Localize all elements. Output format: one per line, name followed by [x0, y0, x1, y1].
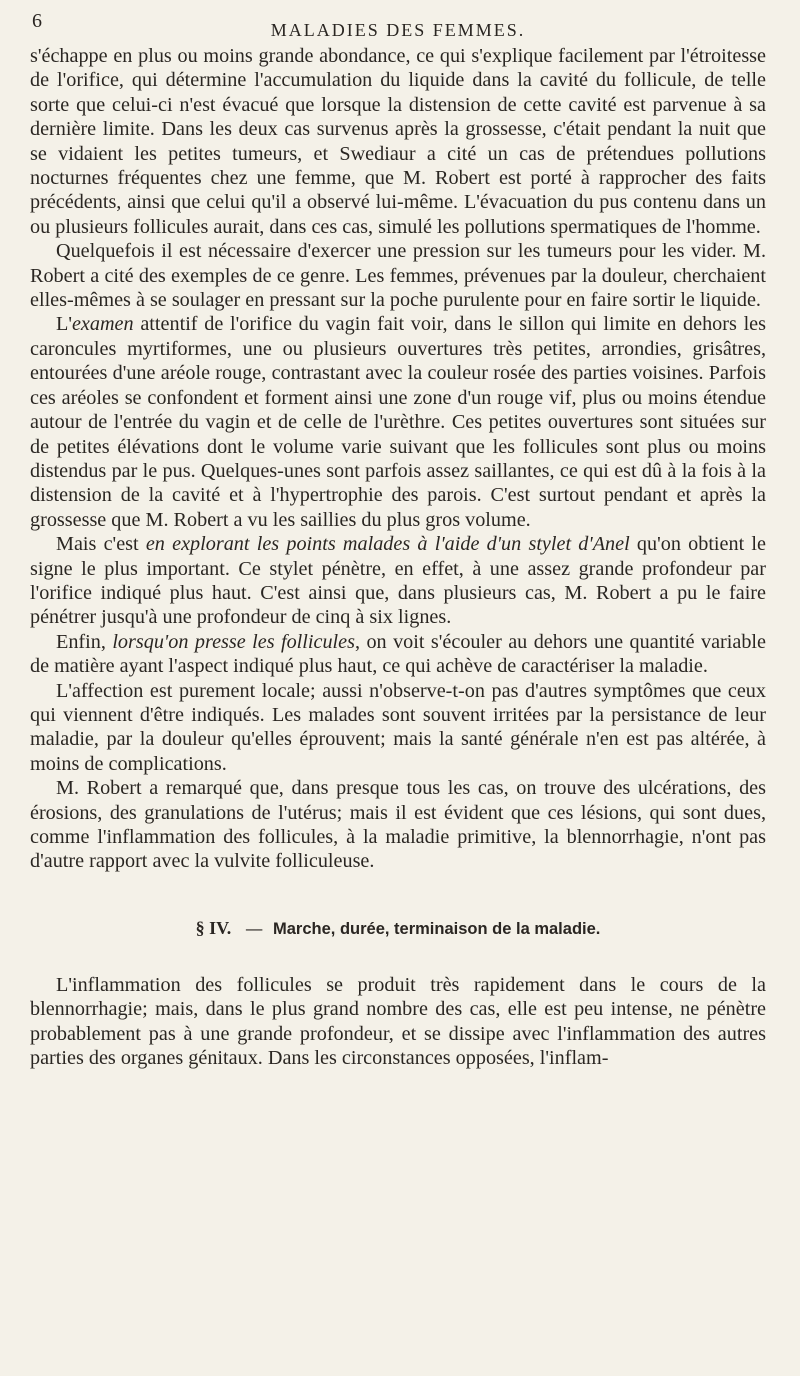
- text-segment: Enfin,: [56, 630, 113, 653]
- body-text: [30, 44, 766, 1070]
- paragraph: [30, 239, 766, 312]
- text-segment: L'affection est purement locale; aussi n'observe-t-on pas d'autres symptômes que ceux qui viennent d'être indiqués. Les malades sont souvent irritées par la persistance de leur maladie, par la douleur qu'elles éprouvent; mais la santé générale n'en est pas altérée, à moins de complications.: [30, 679, 766, 775]
- section-heading: [30, 918, 766, 939]
- italic-segment: lorsqu'on presse les follicules: [112, 630, 355, 653]
- italic-segment: examen: [71, 313, 134, 336]
- text-segment: M. Robert a remarqué que, dans presque tous les cas, on trouve des ulcérations, des érosions, des granulations de l'utérus; mais il est évident que ces lésions, qui sont dues, comme l'inflammation des follicules, à la maladie primitive, la blennorrhagie, n'ont pas d'autre rapport avec la vulvite folliculeuse.: [30, 777, 766, 873]
- text-segment: L': [56, 313, 72, 336]
- text-segment: qu'on obtient le signe le plus important. Ce stylet pénètre, en effet, à une assez grande profondeur par l'orifice indiqué plus haut. C'est ainsi que, dans plusieurs cas, M. Robert a pu le faire pénétrer jusqu'à une profondeur de cinq à six lignes.: [30, 533, 766, 629]
- running-head: MALADIES DES FEMMES.: [270, 20, 526, 40]
- paragraph: [30, 973, 766, 1071]
- paragraph: [30, 312, 766, 532]
- page-number: 6: [32, 10, 42, 32]
- text-segment: attentif de l'orifice du vagin fait voir, dans le sillon qui limite en dehors les caroncules myrtiformes, une ou plusieurs ouvertures très petites, arrondies, grisâtres, entourées d'une aréole rouge, contrastant avec la couleur rosée des parties voisines. Parfois ces aréoles se confondent et forment ainsi une zone d'un rouge vif, plus ou moins étendue autour de l'entrée du vagin et de celle de l'urèthre. Ces petites ouvertures sont situées sur de petites élévations dont le volume varie suivant que les follicules sont plus ou moins distendus par le pus. Quelques-unes sont parfois assez saillantes, ce qui est dû à la fois à la distension de la cavité et à l'hypertrophie des parois. C'est surtout pendant et après la grossesse que M. Robert a vu les saillies du plus gros volume.: [30, 313, 766, 531]
- text-segment: s'échappe en plus ou moins grande abondance, ce qui s'explique facilement par l'étroitesse de l'orifice, qui détermine l'accumulation du liquide dans la cavité du follicule, de telle sorte que celui-ci n'est évacué que lorsque la distension de cette cavité est parvenue à sa dernière limite. Dans les deux cas survenus après la grossesse, c'était pendant la nuit que se vidaient les petites tumeurs, et Swediaur a cité un cas de prétendues pollutions nocturnes fréquentes chez une femme, que M. Robert est porté à rapprocher des faits précédents, ainsi que celui qu'il a observé lui-même. L'évacuation du pus contenu dans un ou plusieurs follicules aurait, dans ces cas, simulé les pollutions spermatiques de l'homme.: [30, 45, 766, 238]
- paragraph: [30, 532, 766, 630]
- paragraph: [30, 776, 766, 874]
- section-title: Marche, durée, terminaison de la maladie.: [273, 919, 601, 938]
- text-segment: , on voit s'écouler au dehors une quantité variable de matière ayant l'aspect indiqué plus haut, ce qui achève de caractériser la maladie.: [30, 630, 766, 678]
- paragraph: [30, 630, 766, 679]
- text-segment: Mais c'est: [56, 533, 146, 556]
- paragraph: [30, 44, 766, 239]
- italic-segment: en explorant les points malades à l'aide d'un stylet d'Anel: [145, 533, 630, 556]
- text-segment: Quelquefois il est nécessaire d'exercer une pression sur les tumeurs pour les vider. M. Robert a cité des exemples de ce genre. Les femmes, prévenues par la douleur, cherchaient elles-mêmes à se soulager en pressant sur la poche purulente pour en faire sortir le liquide.: [30, 240, 766, 312]
- section-dash: —: [245, 919, 263, 938]
- text-segment: L'inflammation des follicules se produit très rapidement dans le cours de la blennorrhagie; mais, dans le plus grand nombre des cas, elle est peu intense, ne pénètre probablement pas à une grande profondeur, et se dissipe avec l'inflammation des autres parties des organes génitaux. Dans les circonstances opposées, l'inflam-: [30, 973, 766, 1070]
- section-number: § IV.: [195, 917, 232, 938]
- paragraph: [30, 679, 766, 777]
- page-header: [30, 0, 766, 44]
